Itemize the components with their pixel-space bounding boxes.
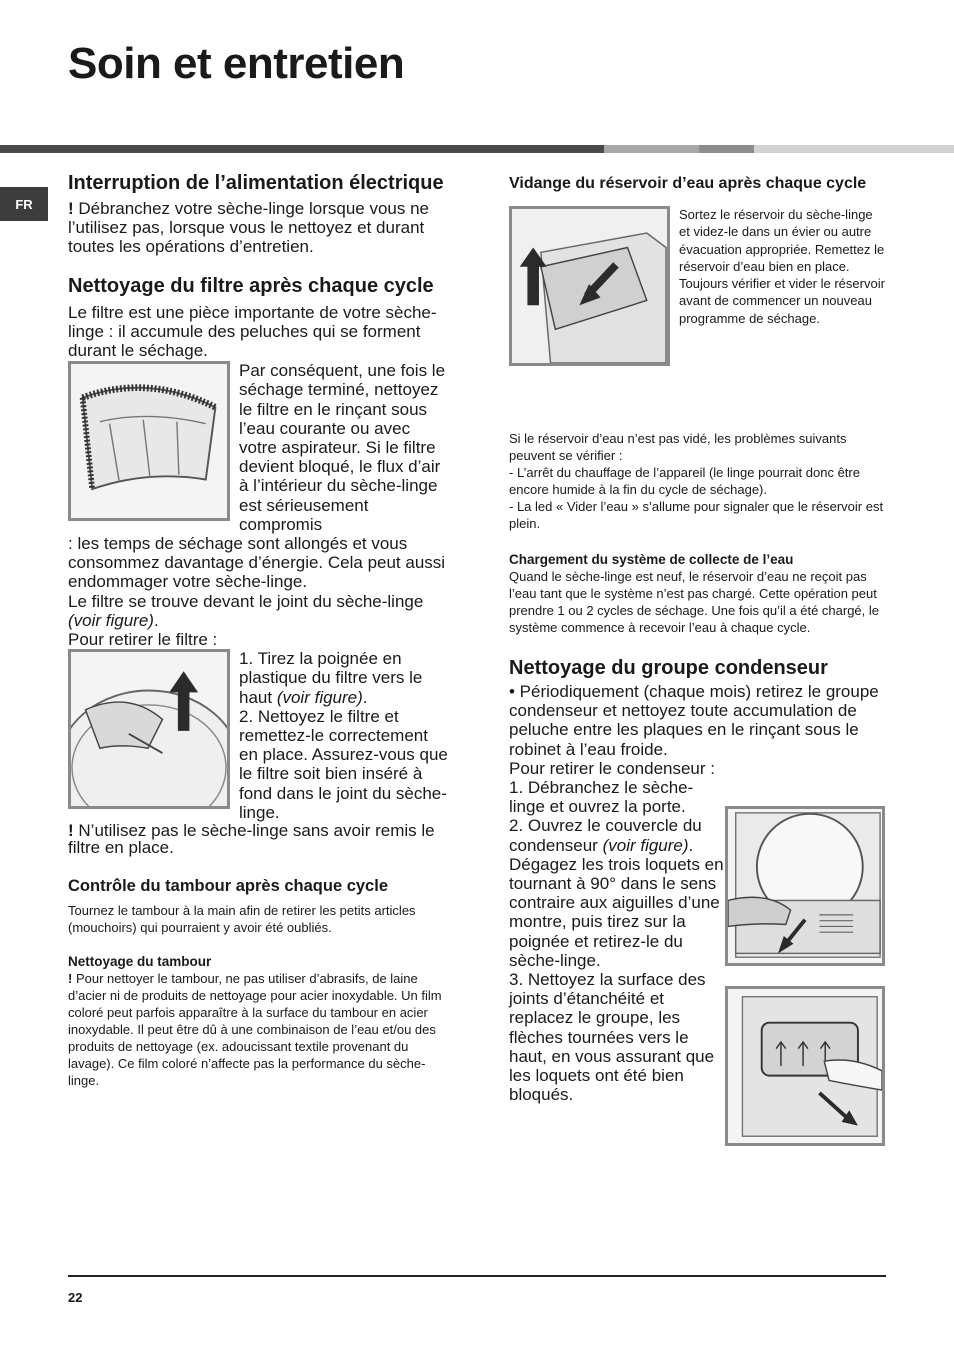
warning-mark: ! <box>68 971 73 987</box>
footer-rule <box>68 1275 886 1277</box>
drum-block <box>68 649 448 822</box>
tambour-cleaning-body: Pour nettoyer le tambour, ne pas utiliser d’abrasifs, de laine d’acier ni de produits de nettoyage pour acier inoxydable. Un film coloré peut parfois apparaître à la surface du tambour en acier inoxydable. Il peut être dû à une combinaison de l’eau et/ou des produits de nettoyage (ex. adoucissant textile provenant du lavage). Ce film coloré n’affecte pas la performance du sèche-linge. <box>68 971 442 1089</box>
condenseur-s2-ref: (voir figure) <box>602 835 689 855</box>
text-condenseur-p2: Pour retirer le condenseur : <box>509 758 715 778</box>
text-filtre-side: Par conséquent, une fois le séchage terminé, nettoyez le filtre en le rinçant sous l’eau courante ou avec votre aspirateur. Si le filtre devient bloqué, le flux d’air à l’intérieur du sèche-linge est sérieusement compromis <box>239 361 446 534</box>
text-vidange-p3: - La led « Vider l’eau » s’allume pour signaler que le réservoir est plein. <box>509 499 884 531</box>
text-filtre-cont: : les temps de séchage sont allongés et vous consommez davantage d’énergie. Cela peut aussi endommager votre sèche-linge. <box>68 534 446 592</box>
filter-illustration <box>68 361 230 521</box>
condenser-removal-illustration <box>725 986 885 1146</box>
filtre-step1-b: . <box>362 687 368 707</box>
text-filtre-location <box>68 592 448 630</box>
text-filtre-step2: 2. Nettoyez le filtre et remettez-le correctement en place. Assurez-vous que le filtre soit bien inséré à fond dans le joint du sèche-linge. <box>239 706 448 822</box>
condenseur-s2-b: . Dégagez les trois loquets en tournant à 90° dans le sens contraire aux aiguilles d’une montre, puis tirez sur la poignée et retirez-le du sèche-linge. <box>509 835 724 970</box>
filtre-location-ref: (voir figure) <box>68 610 154 630</box>
warning-mark: ! <box>68 821 74 841</box>
text-condenseur-s1: 1. Débranchez le sèche-linge et ouvrez la porte. <box>509 778 694 817</box>
heading-vidange: Vidange du réservoir d’eau après chaque cycle <box>509 175 867 192</box>
page-title: Soin et entretien <box>68 39 405 88</box>
condenser-steps <box>509 778 724 1104</box>
filter-removal-illustration <box>68 649 230 809</box>
heading-interruption: Interruption de l’alimentation électrique <box>68 172 444 194</box>
water-tank-illustration <box>509 206 670 366</box>
header-bar-light <box>754 145 954 153</box>
condenseur-s2-a: 2. Ouvrez le couvercle du condenseur <box>509 816 702 855</box>
filtre-location-b: . <box>153 610 159 630</box>
heading-chargement: Chargement du système de collecte de l’eau <box>509 552 794 567</box>
text-filtre-step1 <box>239 649 448 707</box>
text-vidange-side: Sortez le réservoir du sèche-linge et videz-le dans un évier ou autre évacuation appropriée. Remettez le réservoir d’eau bien en place. Toujours vérifier et vider le réservoir avant de commencer un nouveau programme de séchage. <box>679 207 885 326</box>
text-interruption <box>68 199 448 257</box>
filtre-location-a: Le filtre se trouve devant le joint du sèche-linge <box>68 591 424 611</box>
text-condenseur-s2 <box>509 816 724 970</box>
text-vidange-p2: - L’arrêt du chauffage de l’appareil (le linge pourrait donc être encore humide à la fin du cycle de séchage). <box>509 465 860 497</box>
header-bar-mid <box>604 145 699 153</box>
warning-mark: ! <box>68 199 74 218</box>
text-nettoyage-tambour <box>68 970 448 1089</box>
text-vidange-p1: Si le réservoir d’eau n’est pas vidé, les problèmes suivants peuvent se vérifier : <box>509 431 847 463</box>
text-filtre-warning <box>68 822 448 856</box>
filtre-step1-ref: (voir figure) <box>276 687 363 707</box>
heading-filtre: Nettoyage du filtre après chaque cycle <box>68 274 434 297</box>
text-filtre-remove: Pour retirer le filtre : <box>68 630 218 650</box>
tank-block <box>509 206 887 366</box>
filtre-step1-a: 1. Tirez la poignée en plastique du filtre vers le haut <box>239 649 423 707</box>
left-column <box>68 174 448 1089</box>
language-tab: FR <box>0 187 48 221</box>
text-filtre-intro: Le filtre est une pièce importante de votre sèche-linge : il accumule des peluches qui se forment durant le séchage. <box>68 302 437 361</box>
condenser-cover-illustration <box>725 806 885 966</box>
filtre-warning-body: N’utilisez pas le sèche-linge sans avoir remis le filtre en place. <box>68 821 435 858</box>
header-bar-gray <box>699 145 754 153</box>
heading-tambour: Contrôle du tambour après chaque cycle <box>68 877 388 896</box>
text-condenseur-p1: • Périodiquement (chaque mois) retirez le groupe condenseur et nettoyez toute accumulation de peluche entre les plaques en le rinçant sous le robinet à l’eau froide. <box>509 682 879 759</box>
heading-nettoyage-tambour: Nettoyage du tambour <box>68 954 212 970</box>
heading-condenseur: Nettoyage du groupe condenseur <box>509 657 828 679</box>
header-bar-dark <box>0 145 604 153</box>
vidange-problems <box>509 430 887 532</box>
text-tambour: Tournez le tambour à la main afin de retirer les petits articles (mouchoirs) qui pourraient y avoir été oubliés. <box>68 903 416 936</box>
page-number: 22 <box>68 1290 83 1305</box>
filter-block <box>68 361 448 534</box>
interruption-body: Débranchez votre sèche-linge lorsque vous ne l’utilisez pas, lorsque vous le nettoyez et durant toutes les opérations d’entretien. <box>68 199 429 257</box>
text-condenseur-s3: 3. Nettoyez la surface des joints d’étanchéité et replacez le groupe, les flèches tournées vers le haut, en vous assurant que les loquets ont été bien bloqués. <box>509 970 715 1105</box>
text-chargement: Quand le sèche-linge est neuf, le réservoir d’eau ne reçoit pas l’eau tant que le système n’est pas chargé. Cette opération peut prendre 1 ou 2 cycles de séchage. Une fois qu’il a été chargé, le système commence à recevoir l’eau à chaque cycle. <box>509 569 880 635</box>
